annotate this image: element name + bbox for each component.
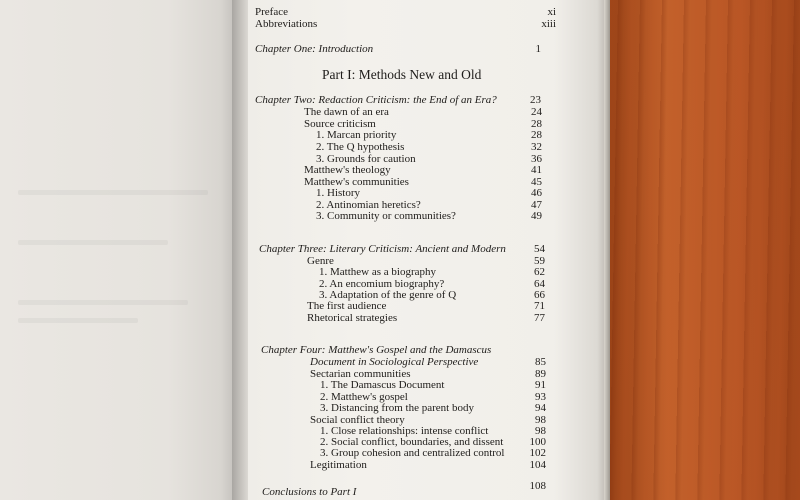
entry-page: 91 <box>535 379 546 391</box>
entry-page: 64 <box>534 278 545 290</box>
entry-title: 3. Adaptation of the genre of Q <box>319 289 457 301</box>
entry-title: 2. The Q hypothesis <box>316 141 405 153</box>
entry-page: 77 <box>534 312 545 324</box>
entry-title: Source criticism <box>304 118 376 130</box>
entry-page: 98 <box>535 425 546 437</box>
entry-title: 1. The Damascus Document <box>320 379 445 391</box>
entry-title: The first audience <box>307 300 387 312</box>
entry-page: 36 <box>531 153 542 165</box>
chapter-title: Chapter Three: Literary Criticism: Ancient and Modern <box>259 243 506 255</box>
entry-page: xi <box>547 6 556 18</box>
entry-title: Genre <box>307 255 334 267</box>
chapter-title: Chapter One: Introduction <box>255 43 374 55</box>
chapter-title: Document in Sociological Perspective <box>310 356 479 368</box>
entry-page: 71 <box>534 300 545 312</box>
entry-title: 1. Matthew as a biography <box>319 266 436 278</box>
entry-page: 100 <box>529 436 546 448</box>
entry-title: 2. Social conflict, boundaries, and dissent <box>320 436 504 448</box>
entry-page: 104 <box>529 459 546 471</box>
chapter-page: 1 <box>535 43 541 55</box>
entry-title: 3. Grounds for caution <box>316 153 416 165</box>
chapter-page: 54 <box>534 243 545 255</box>
chapter-page: 85 <box>535 356 546 368</box>
entry-page: 45 <box>531 176 542 188</box>
entry-page: 93 <box>535 391 546 403</box>
part-heading: Part I: Methods New and Old <box>322 67 482 82</box>
entry-page: 49 <box>531 210 542 222</box>
entry-title: Abbreviations <box>255 18 318 30</box>
entry-title: Matthew's theology <box>304 164 391 176</box>
entry-page: 32 <box>531 141 542 153</box>
entry-page: 28 <box>531 118 542 130</box>
entry-page: 24 <box>531 106 542 118</box>
entry-title: Legitimation <box>310 459 367 471</box>
entry-title: Preface <box>255 6 288 18</box>
chapter-title: Chapter Four: Matthew's Gospel and the Damascus <box>261 344 492 356</box>
entry-page: 41 <box>531 164 542 176</box>
entry-page: 89 <box>535 368 546 380</box>
entry-title: 2. Matthew's gospel <box>320 391 408 403</box>
entry-title: 2. Antinomian heretics? <box>316 199 421 211</box>
entry-title: 3. Community or communities? <box>316 210 456 222</box>
entry-title: Rhetorical strategies <box>307 312 398 324</box>
entry-title: Sectarian communities <box>310 368 411 380</box>
entry-page: 46 <box>531 187 542 199</box>
chapter-page: 23 <box>530 94 541 106</box>
chapter-title: Chapter Two: Redaction Criticism: the End of an Era? <box>255 94 497 106</box>
entry-page: 28 <box>531 129 542 141</box>
entry-page: 62 <box>534 266 545 278</box>
entry-page: xiii <box>541 18 556 30</box>
entry-title: The dawn of an era <box>304 106 389 118</box>
entry-page: 66 <box>534 289 545 301</box>
entry-page: 47 <box>531 199 542 211</box>
entry-title: 3. Group cohesion and centralized control <box>320 447 505 459</box>
entry-page: 94 <box>535 402 546 414</box>
entry-page: 98 <box>535 414 546 426</box>
entry-title: Matthew's communities <box>304 176 409 188</box>
entry-title: 1. Marcan priority <box>316 129 397 141</box>
entry-page: 59 <box>534 255 545 267</box>
entry-title: 1. History <box>316 187 360 199</box>
entry-title: 3. Distancing from the parent body <box>320 402 474 414</box>
entry-title: 1. Close relationships: intense conflict <box>320 425 489 437</box>
conclusions-page: 108 <box>529 480 546 492</box>
conclusions-title: Conclusions to Part I <box>262 486 357 498</box>
entry-title: Social conflict theory <box>310 414 405 426</box>
entry-page: 102 <box>529 447 546 459</box>
entry-title: 2. An encomium biography? <box>319 278 445 290</box>
